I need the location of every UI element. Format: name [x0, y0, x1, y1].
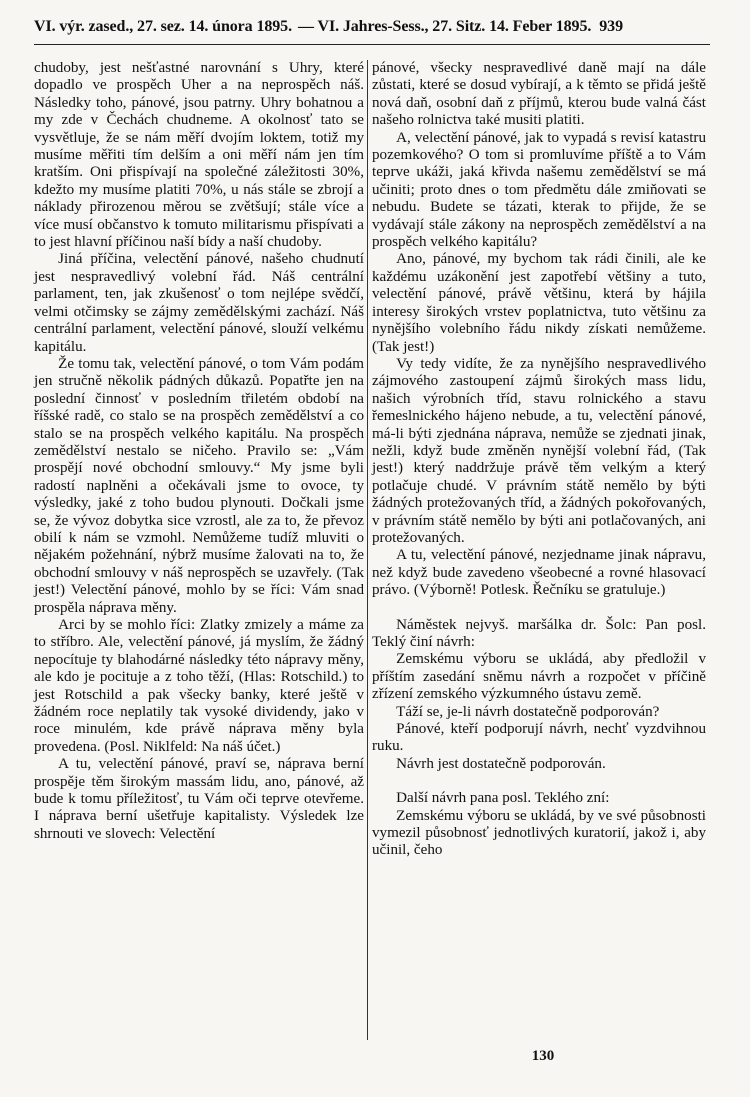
- paragraph: Vy tedy vidíte, že za nynějšího nespravedlivého zájmového zastoupení zájmů širokých mass lidu, našich výrobních tříd, stavu rolnického a stavu řemeslnického hájeno nebude, a tu, velectění pánové, má-li býti zjednána náprava, nemůže se zjednati jinak, nežli, když bude změněn nynější volební řád, (Tak jest!) který naddržuje právě těm velkým a který potlačuje chudé. V právním státě nemělo by býti žádných protežovaných tříd, a žádných pokořovaných, v právním státě nemělo by býti ani potlačovaných, ani protežovaných.: [372, 355, 706, 546]
- paragraph: Zemskému výboru se ukládá, by ve své působnosti vymezil působnosť jednotlivých kuratorií, jakož i, aby učinil, čeho: [372, 807, 706, 859]
- running-header: [34, 14, 710, 40]
- column-divider: [367, 60, 368, 1040]
- paragraph: chudoby, jest nešťastné narovnání s Uhry, které dopadlo ve prospěch Uher a na neprospěch náš. Následky toho, pánové, jsou patrny. Uhry bohatnou a my zde v Čechách chudneme. A okolnosť tato se vysvětluje, že se nám měří dvojím loktem, totiž my musíme měřiti tím delším a oni měří nám jen tím kratším. Oni přispívají na společné záležitosti 30%, kdežto my musíme platiti 70%, u nás stále se zbrojí a náklady přirozenou měrou se zvětšují; stále více a více musí občanstvo k tomuto militarismu přispívati a to jest hlavní příčinou naší bídy a naší chudoby.: [34, 60, 364, 251]
- paragraph: A tu, velectění pánové, nezjedname jinak nápravu, než když bude zavedeno všeobecné a rovné hlasovací právo. (Výborně! Potlesk. Řečníku se gratuluje.): [372, 547, 706, 599]
- text-columns: [34, 60, 710, 1097]
- paragraph: Další návrh pana posl. Teklého zní:: [396, 790, 610, 807]
- header-czech: VI. výr. zased., 27. sez. 14. února 1895.: [34, 18, 292, 35]
- left-column: [34, 60, 364, 843]
- paragraph: Náměstek nejvyš. maršálka dr. Šolc: Pan posl. Teklý činí návrh:: [372, 616, 706, 650]
- paragraph: Táží se, je-li návrh dostatečně podporován?: [396, 703, 660, 720]
- page-number: 939: [599, 18, 623, 35]
- paragraph: Arci by se mohlo říci: Zlatky zmizely a máme za to stříbro. Ale, velectění pánové, já myslím, že žádný nepocítuje ty blahodárné následky této nápravy měny, ale kdo je pocituje a z toho těží, (Hlas: Rotschild.) to jest Rotschild a pak všecky banky, které ještě v žádném roce neplatily tak vysoké dividendy, jako v roce minulém, kde právě náprava měny byla provedena. (Posl. Niklfeld: Na náš účet.): [34, 617, 364, 755]
- paragraph: Ano, pánové, my bychom tak rádi činili, ale ke každému uzákonění jest zapotřebí většiny a tuto, velectění pánové, právě většinu, která by hájila interesy širokých vrstev poplatnictva, tuto většinu za nynějšího volebního řádu nikdy získati nemůžeme. (Tak jest!): [372, 251, 706, 355]
- folio-number: 130: [531, 1048, 555, 1064]
- header-german: — VI. Jahres-Sess., 27. Sitz. 14. Feber 1895.: [297, 18, 592, 35]
- right-column: [372, 60, 706, 860]
- paragraph: A tu, velectění pánové, praví se, náprava berní prospěje těm širokým massám lidu, ano, pánové, až bude k tomu příležitosť, tu Vám oči teprve otevřeme. I náprava berní ušetřuje kapitalisty. Výsledek lze shrnouti ve slovech: Velectění: [34, 756, 364, 842]
- paragraph: Jiná příčina, velectění pánové, našeho chudnutí jest nespravedlivý volební řád. Náš centrální parlament, ten, jak zkušenosť o tom nejlépe svědčí, velmi otčimsky se zájmy zemědělskými zachází. Náš centrální parlament, velectění pánové, slouží velkému kapitálu.: [34, 251, 364, 355]
- header-rule: [34, 44, 710, 45]
- paragraph: A, velectění pánové, jak to vypadá s revisí katastru pozemkového? O tom si promluvíme příště a to Vám teprve ukáži, jaká křivda našemu zemědělství se má učiniti; proto dnes o tom předmětu dále zmiňovati se nebudu. Budete se tázati, kterak to přijde, že se vydávají stále zákony na neprospěch zemědělství a na prospěch velkého kapitálu?: [372, 129, 706, 251]
- paragraph: Návrh jest dostatečně podporován.: [396, 755, 606, 772]
- paragraph: Zemskému výboru se ukládá, aby předložil v příštím zasedání sněmu návrh a rozpočet v příčině zřízení zemského výzkumného ústavu země.: [372, 651, 706, 703]
- paragraph: Pánové, kteří podporují návrh, nechť vyzdvihnou ruku.: [372, 721, 706, 755]
- paragraph: pánové, všecky nespravedlivé daně mají na dále zůstati, které se dosud vybírají, a k těmto se přidá ještě nová daň, osobní daň z příjmů, kterou bude valná část našeho rolnictva také musiti platiti.: [372, 60, 706, 129]
- paragraph: Že tomu tak, velectění pánové, o tom Vám podám jen stručně několik pádných důkazů. Popatřte jen na poslední činnosť v posledním třiletém období na říšské radě, co stalo se na prospěch zemědělství a co stalo se na prospěch velkého kapitálu. Na prospěch zemědělství nestalo se ničeho. Pravilo se: „Vám prospějí nové obchodní smlouvy.“ My jsme byli radostí naplněni a očekávali jsme to ovoce, ty výsledky, jaké z toho budou plynouti. Dočkali jsme se, že vývoz dobytka sice vzrostl, ale za to, že převoz obilí k nám se vzmohl. Nemůžeme tudíž mluviti o nějakém požehnání, nýbrž musíme žalovati na to, že obchodní smlouvy v náš neprospěch se uzavřely. (Tak jest!) Velectění pánové, mohlo by se říci: Vám snad prospěla náprava měny.: [34, 355, 364, 616]
